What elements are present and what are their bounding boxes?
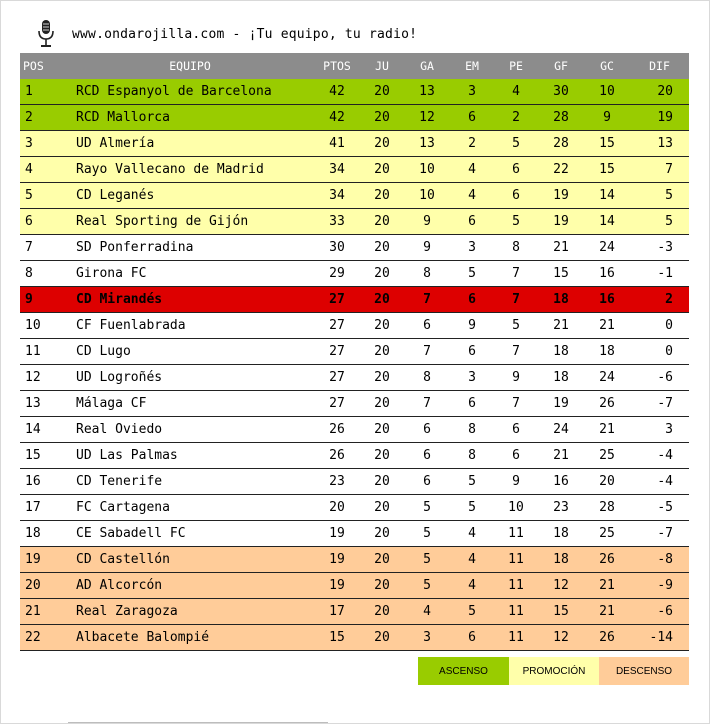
cell-em: 6 (450, 105, 494, 131)
cell-gf: 24 (538, 417, 584, 443)
cell-pos: 9 (20, 287, 66, 313)
cell-ju: 20 (360, 287, 404, 313)
cell-team: UD Logroñés (66, 365, 314, 391)
cell-gc: 28 (584, 495, 630, 521)
cell-pe: 7 (494, 391, 538, 417)
cell-team: CD Tenerife (66, 469, 314, 495)
cell-em: 4 (450, 521, 494, 547)
col-header-dif: DIF (649, 59, 670, 73)
cell-team: FC Cartagena (66, 495, 314, 521)
col-header-ga: GA (420, 59, 434, 73)
cell-pe: 8 (494, 235, 538, 261)
cell-ptos: 19 (314, 547, 360, 573)
cell-ptos: 27 (314, 391, 360, 417)
col-header-pe: PE (509, 59, 523, 73)
cell-ju: 20 (360, 339, 404, 365)
cell-dif: -9 (630, 573, 689, 599)
table-row (20, 157, 689, 183)
cell-gc: 20 (584, 469, 630, 495)
cell-pos: 3 (20, 131, 66, 157)
cell-ju: 20 (360, 521, 404, 547)
cell-dif: 20 (630, 79, 689, 105)
cell-gc: 25 (584, 443, 630, 469)
table-row (20, 313, 689, 339)
table-row (20, 625, 689, 651)
cell-gf: 18 (538, 365, 584, 391)
cell-pe: 4 (494, 79, 538, 105)
cell-em: 9 (450, 313, 494, 339)
cell-pos: 8 (20, 261, 66, 287)
cell-pe: 6 (494, 443, 538, 469)
cell-pe: 11 (494, 573, 538, 599)
cell-ptos: 34 (314, 157, 360, 183)
cell-ptos: 42 (314, 105, 360, 131)
cell-ptos: 30 (314, 235, 360, 261)
cell-gf: 19 (538, 209, 584, 235)
cell-em: 4 (450, 573, 494, 599)
cell-dif: -6 (630, 365, 689, 391)
microphone-icon (36, 19, 56, 49)
cell-ga: 6 (404, 469, 450, 495)
cell-em: 3 (450, 365, 494, 391)
cell-dif: 0 (630, 313, 689, 339)
cell-pe: 2 (494, 105, 538, 131)
cell-dif: -6 (630, 599, 689, 625)
table-header-row (20, 53, 689, 79)
cell-ju: 20 (360, 417, 404, 443)
cell-dif: 5 (630, 209, 689, 235)
cell-dif: -4 (630, 443, 689, 469)
table-row (20, 235, 689, 261)
cell-ga: 6 (404, 417, 450, 443)
cell-ga: 5 (404, 495, 450, 521)
cell-ptos: 27 (314, 287, 360, 313)
cell-em: 6 (450, 339, 494, 365)
cell-gf: 28 (538, 105, 584, 131)
table-row (20, 521, 689, 547)
cell-ptos: 20 (314, 495, 360, 521)
legend-ascenso: ASCENSO (418, 657, 509, 685)
cell-em: 5 (450, 261, 494, 287)
cell-em: 3 (450, 235, 494, 261)
cell-pos: 13 (20, 391, 66, 417)
cell-gf: 15 (538, 261, 584, 287)
cell-gf: 23 (538, 495, 584, 521)
cell-ga: 5 (404, 573, 450, 599)
cell-gc: 26 (584, 625, 630, 651)
cell-gf: 19 (538, 183, 584, 209)
cell-team: Real Oviedo (66, 417, 314, 443)
cell-pe: 7 (494, 287, 538, 313)
cell-dif: -5 (630, 495, 689, 521)
cell-em: 5 (450, 495, 494, 521)
cell-pos: 4 (20, 157, 66, 183)
cell-team: Málaga CF (66, 391, 314, 417)
cell-gf: 18 (538, 339, 584, 365)
col-header-ptos: PTOS (323, 59, 351, 73)
table-row (20, 209, 689, 235)
cell-pos: 10 (20, 313, 66, 339)
cell-pe: 9 (494, 469, 538, 495)
cell-pos: 6 (20, 209, 66, 235)
table-row (20, 443, 689, 469)
cell-ptos: 26 (314, 443, 360, 469)
cell-gc: 24 (584, 365, 630, 391)
cell-team: Real Sporting de Gijón (66, 209, 314, 235)
cell-ju: 20 (360, 547, 404, 573)
legend-promocion: PROMOCIÓN (509, 657, 599, 685)
cell-team: Albacete Balompié (66, 625, 314, 651)
cell-team: RCD Mallorca (66, 105, 314, 131)
cell-ju: 20 (360, 105, 404, 131)
cell-dif: 13 (630, 131, 689, 157)
cell-pe: 11 (494, 521, 538, 547)
cell-ga: 8 (404, 365, 450, 391)
cell-pe: 6 (494, 157, 538, 183)
cell-ga: 13 (404, 79, 450, 105)
cell-team: SD Ponferradina (66, 235, 314, 261)
table-row (20, 547, 689, 573)
table-row (20, 391, 689, 417)
standings-table (20, 53, 689, 651)
cell-ju: 20 (360, 79, 404, 105)
cell-ju: 20 (360, 469, 404, 495)
cell-em: 6 (450, 625, 494, 651)
cell-gc: 26 (584, 391, 630, 417)
cell-ju: 20 (360, 625, 404, 651)
table-row (20, 495, 689, 521)
cell-ga: 7 (404, 339, 450, 365)
cell-ptos: 41 (314, 131, 360, 157)
cell-team: Real Zaragoza (66, 599, 314, 625)
cell-dif: 5 (630, 183, 689, 209)
cell-pos: 14 (20, 417, 66, 443)
cell-dif: 3 (630, 417, 689, 443)
cell-gc: 18 (584, 339, 630, 365)
cell-team: UD Almería (66, 131, 314, 157)
cell-ju: 20 (360, 235, 404, 261)
table-row (20, 599, 689, 625)
cell-ga: 9 (404, 209, 450, 235)
table-row (20, 573, 689, 599)
cell-pe: 11 (494, 625, 538, 651)
cell-pos: 12 (20, 365, 66, 391)
cell-ptos: 23 (314, 469, 360, 495)
cell-team: Girona FC (66, 261, 314, 287)
cell-dif: 19 (630, 105, 689, 131)
cell-gc: 26 (584, 547, 630, 573)
cell-ptos: 26 (314, 417, 360, 443)
cell-ga: 12 (404, 105, 450, 131)
cell-dif: -4 (630, 469, 689, 495)
cell-team: CD Leganés (66, 183, 314, 209)
cell-team: RCD Espanyol de Barcelona (66, 79, 314, 105)
cell-ju: 20 (360, 573, 404, 599)
table-row (20, 183, 689, 209)
cell-gf: 28 (538, 131, 584, 157)
cell-em: 2 (450, 131, 494, 157)
cell-ga: 9 (404, 235, 450, 261)
cell-gf: 12 (538, 573, 584, 599)
cell-pos: 1 (20, 79, 66, 105)
cell-em: 8 (450, 417, 494, 443)
cell-pos: 11 (20, 339, 66, 365)
cell-dif: -1 (630, 261, 689, 287)
footer-divider (68, 722, 328, 723)
cell-gc: 21 (584, 573, 630, 599)
table-row (20, 417, 689, 443)
cell-gc: 15 (584, 157, 630, 183)
cell-ptos: 27 (314, 313, 360, 339)
cell-gf: 19 (538, 391, 584, 417)
cell-dif: -7 (630, 391, 689, 417)
cell-pe: 11 (494, 547, 538, 573)
cell-team: CE Sabadell FC (66, 521, 314, 547)
cell-ga: 13 (404, 131, 450, 157)
cell-em: 8 (450, 443, 494, 469)
cell-gc: 14 (584, 209, 630, 235)
cell-pe: 11 (494, 599, 538, 625)
cell-ga: 8 (404, 261, 450, 287)
cell-pos: 16 (20, 469, 66, 495)
col-header-ju: JU (375, 59, 389, 73)
cell-gc: 21 (584, 417, 630, 443)
cell-team: CD Mirandés (66, 287, 314, 313)
cell-em: 4 (450, 157, 494, 183)
cell-gf: 21 (538, 313, 584, 339)
col-header-gc: GC (600, 59, 614, 73)
table-row (20, 469, 689, 495)
cell-gc: 21 (584, 313, 630, 339)
cell-gf: 18 (538, 547, 584, 573)
cell-ju: 20 (360, 157, 404, 183)
cell-em: 6 (450, 391, 494, 417)
cell-pos: 15 (20, 443, 66, 469)
cell-pos: 5 (20, 183, 66, 209)
cell-ga: 7 (404, 391, 450, 417)
cell-dif: -3 (630, 235, 689, 261)
table-row (20, 339, 689, 365)
cell-em: 5 (450, 469, 494, 495)
cell-dif: -14 (630, 625, 689, 651)
cell-ju: 20 (360, 261, 404, 287)
cell-gc: 15 (584, 131, 630, 157)
cell-team: CD Lugo (66, 339, 314, 365)
cell-ptos: 15 (314, 625, 360, 651)
cell-ga: 6 (404, 443, 450, 469)
table-row (20, 365, 689, 391)
cell-pos: 19 (20, 547, 66, 573)
cell-ptos: 34 (314, 183, 360, 209)
header-text: www.ondarojilla.com - ¡Tu equipo, tu radio! (72, 26, 418, 42)
col-header-gf: GF (554, 59, 568, 73)
cell-em: 4 (450, 547, 494, 573)
cell-pe: 6 (494, 183, 538, 209)
cell-gf: 12 (538, 625, 584, 651)
cell-pos: 7 (20, 235, 66, 261)
cell-ga: 5 (404, 547, 450, 573)
cell-dif: 7 (630, 157, 689, 183)
cell-ptos: 17 (314, 599, 360, 625)
cell-ga: 6 (404, 313, 450, 339)
cell-ga: 4 (404, 599, 450, 625)
cell-ptos: 27 (314, 365, 360, 391)
cell-gf: 21 (538, 443, 584, 469)
cell-ju: 20 (360, 183, 404, 209)
cell-ga: 7 (404, 287, 450, 313)
table-row (20, 287, 689, 313)
cell-gf: 15 (538, 599, 584, 625)
cell-ju: 20 (360, 209, 404, 235)
cell-pe: 9 (494, 365, 538, 391)
cell-pe: 5 (494, 209, 538, 235)
cell-team: Rayo Vallecano de Madrid (66, 157, 314, 183)
cell-pos: 17 (20, 495, 66, 521)
cell-gf: 16 (538, 469, 584, 495)
cell-ptos: 19 (314, 573, 360, 599)
table-row (20, 79, 689, 105)
cell-team: CF Fuenlabrada (66, 313, 314, 339)
cell-gf: 22 (538, 157, 584, 183)
col-header-pos: POS (23, 59, 44, 73)
cell-ju: 20 (360, 443, 404, 469)
col-header-equipo: EQUIPO (169, 59, 211, 73)
cell-pe: 7 (494, 339, 538, 365)
cell-pos: 21 (20, 599, 66, 625)
cell-gc: 14 (584, 183, 630, 209)
cell-dif: 0 (630, 339, 689, 365)
cell-gc: 25 (584, 521, 630, 547)
cell-em: 5 (450, 599, 494, 625)
cell-ptos: 42 (314, 79, 360, 105)
col-header-em: EM (465, 59, 479, 73)
cell-pos: 2 (20, 105, 66, 131)
table-row (20, 105, 689, 131)
cell-ju: 20 (360, 313, 404, 339)
cell-pos: 18 (20, 521, 66, 547)
cell-gf: 18 (538, 521, 584, 547)
cell-ju: 20 (360, 131, 404, 157)
cell-ptos: 19 (314, 521, 360, 547)
cell-ju: 20 (360, 391, 404, 417)
cell-gc: 16 (584, 287, 630, 313)
cell-pe: 5 (494, 313, 538, 339)
cell-ptos: 27 (314, 339, 360, 365)
cell-pe: 10 (494, 495, 538, 521)
cell-gf: 30 (538, 79, 584, 105)
cell-pe: 7 (494, 261, 538, 287)
table-row (20, 131, 689, 157)
cell-pe: 6 (494, 417, 538, 443)
cell-pe: 5 (494, 131, 538, 157)
cell-dif: -7 (630, 521, 689, 547)
cell-pos: 20 (20, 573, 66, 599)
cell-em: 6 (450, 209, 494, 235)
cell-gc: 21 (584, 599, 630, 625)
cell-ptos: 33 (314, 209, 360, 235)
cell-ga: 3 (404, 625, 450, 651)
cell-dif: -8 (630, 547, 689, 573)
cell-team: AD Alcorcón (66, 573, 314, 599)
cell-ju: 20 (360, 599, 404, 625)
cell-gc: 24 (584, 235, 630, 261)
cell-ju: 20 (360, 365, 404, 391)
cell-team: CD Castellón (66, 547, 314, 573)
cell-ga: 10 (404, 157, 450, 183)
cell-team: UD Las Palmas (66, 443, 314, 469)
cell-gc: 9 (584, 105, 630, 131)
cell-em: 4 (450, 183, 494, 209)
cell-em: 3 (450, 79, 494, 105)
cell-dif: 2 (630, 287, 689, 313)
cell-ptos: 29 (314, 261, 360, 287)
cell-pos: 22 (20, 625, 66, 651)
site-header (36, 18, 417, 50)
legend-descenso: DESCENSO (599, 657, 689, 685)
table-row (20, 261, 689, 287)
cell-ga: 5 (404, 521, 450, 547)
cell-ju: 20 (360, 495, 404, 521)
cell-gf: 21 (538, 235, 584, 261)
cell-ga: 10 (404, 183, 450, 209)
cell-gf: 18 (538, 287, 584, 313)
cell-gc: 16 (584, 261, 630, 287)
cell-gc: 10 (584, 79, 630, 105)
cell-em: 6 (450, 287, 494, 313)
